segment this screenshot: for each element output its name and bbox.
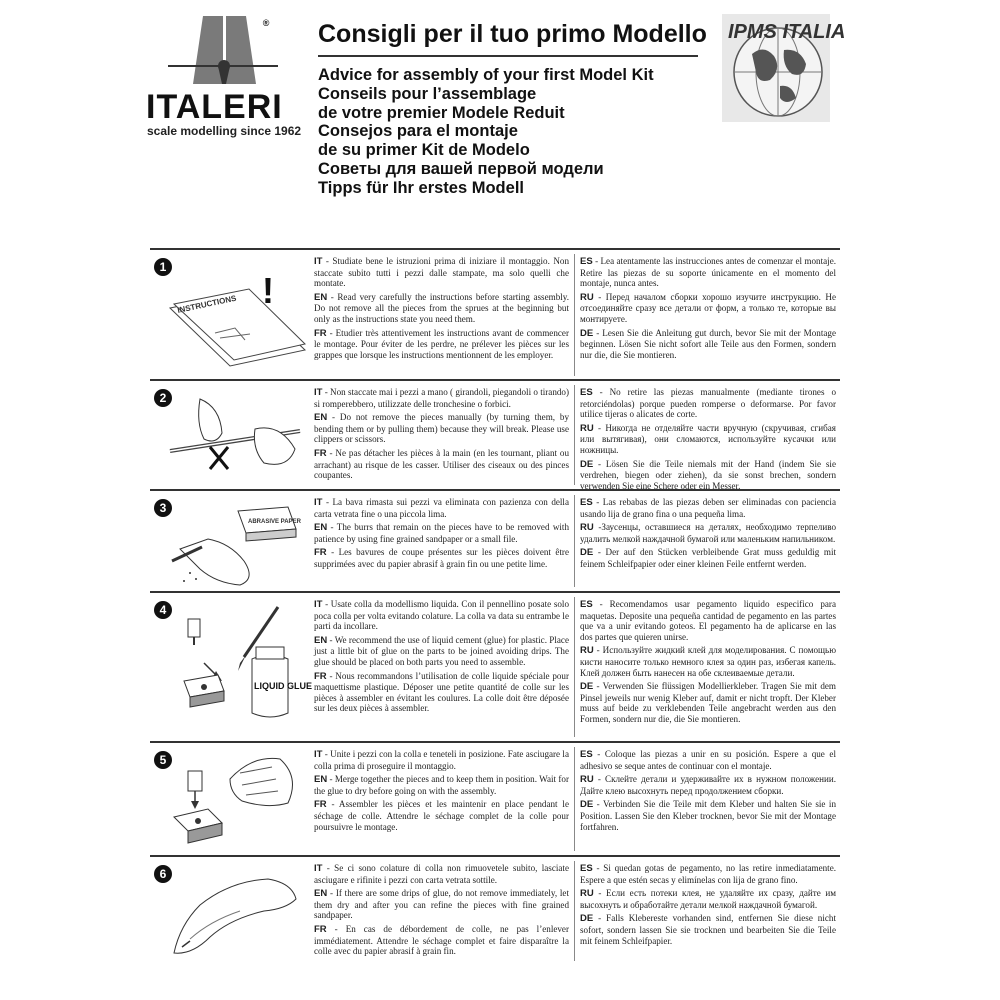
text-ru: RU - Перед началом сборки хорошо изучите инструкцию. Не отсоединяйте сразу все детали от форм, а только те, которые вы монтируете.: [580, 291, 836, 324]
text-fr: FR - Assembler les pièces et les maintenir en place pendant le séchage de colle. Attendre le séchage complet de la colle pour poursuivre le montage.: [314, 799, 569, 832]
text-column-left: [314, 749, 569, 835]
text-es: ES - Las rebabas de las piezas deben ser eliminadas con paciencia usando lija de grano fina o una pequeña lima.: [580, 497, 836, 519]
text-column-right: [580, 497, 836, 573]
text-fr: FR - Les bavures de coupe présentes sur les pièces doivent être supprimées avec du papier abrasif à grain fin ou une petite lime.: [314, 547, 569, 569]
text-column-left: [314, 863, 569, 960]
text-column-right: [580, 749, 836, 835]
text-ru: RU - Если есть потеки клея, не удаляйте их сразу, дайте им высохнуть и обработайте детали мелкой наждачной бумагой.: [580, 888, 836, 910]
text-en: EN - We recommend the use of liquid cement (glue) for plastic. Place just a little bit of glue on the parts to be joined avoiding drips. The glue should be placed on both parts you need to assemble.: [314, 634, 569, 667]
step-number: 3: [154, 499, 172, 517]
ipms-badge-text: IPMS ITALIA: [728, 21, 846, 43]
text-de: DE - Verwenden Sie flüssigen Modellierkleber. Tragen Sie mit dem Pinsel jeweils nur wenig Kleber auf, damit er nicht tropft. Der Kleber muss auf beide zu verklebenden Teile angebracht werden aus den Formen, sondern nur die, die Sie montieren.: [580, 681, 836, 724]
instructions-sheet-icon: [160, 258, 305, 376]
subtitle-es-2: de su primer Kit de Modelo: [318, 141, 530, 160]
text-it: IT - Usate colla da modellismo liquida. Con il pennellino posate solo poca colla per volta evitando colature. La colla va data su entrambe le parti da incollare.: [314, 599, 569, 632]
text-column-left: [314, 599, 569, 717]
step-2: [150, 379, 840, 489]
step-number: 5: [154, 751, 172, 769]
pressing-parts-icon: [160, 751, 305, 851]
text-en: EN - Read very carefully the instructions before starting assembly. Do not remove all the pieces from the sprues at the beginning but only as the instructions state you need them.: [314, 291, 569, 324]
subtitle-en: Advice for assembly of your first Model Kit: [318, 66, 654, 84]
attention-mark: !: [262, 270, 274, 311]
step-3: [150, 489, 840, 591]
subtitle-ru: Советы для вашей первой модели: [318, 159, 604, 178]
brand-tagline: scale modelling since 1962: [147, 124, 302, 138]
step-1: [150, 248, 840, 379]
step-5: [150, 741, 840, 855]
column-divider: [574, 597, 575, 737]
subtitle-fr-2: de votre premier Modele Reduit: [318, 103, 565, 122]
text-fr: FR - Ne pas détacher les pièces à la main (en les tournant, pliant ou arrachant) au risque de les casser. Utiliser des ciseaux ou des pinces coupantes.: [314, 447, 569, 481]
text-ru: RU - Используйте жидкий клей для моделирования. С помощью кисти наносите только немного клея за один раз, избегая капель. Клей должен быть нанесен на обе склеиваемые детали.: [580, 645, 836, 678]
step-number: 2: [154, 389, 172, 407]
finger-sanding-icon: [160, 865, 305, 961]
text-en: EN - If there are some drips of glue, do not remove immediately, let them dry and after you can refine the pieces with fine grained sandpaper.: [314, 888, 569, 921]
text-it: IT - La bava rimasta sui pezzi va eliminata con pazienza con della carta vetrata fine o una piccola lima.: [314, 497, 569, 519]
step-number: 4: [154, 601, 172, 619]
column-divider: [574, 861, 575, 961]
text-it: IT - Studiate bene le istruzioni prima di iniziare il montaggio. Non staccate subito tutti i pezzi dalle stampate, ma solo quelli che montate.: [314, 256, 569, 289]
ipms-globe-icon: [722, 14, 846, 122]
registered-mark: ®: [262, 18, 271, 28]
subtitle-es-1: Consejos para el montaje: [318, 122, 518, 141]
step-4: [150, 591, 840, 741]
text-column-right: [580, 256, 836, 363]
abrasive-paper-label: ABRASIVE PAPER: [248, 519, 301, 525]
text-it: IT - Se ci sono colature di colla non rimuovetele subito, lasciate asciugare e rifinite i pezzi con carta vetrata sottile.: [314, 863, 569, 885]
text-es: ES - Lea atentamente las instrucciones antes de comenzar el montaje. Retire las piezas de su soporte únicamente en el momento del montaje, nunca antes.: [580, 256, 836, 289]
text-column-left: [314, 387, 569, 484]
column-divider: [574, 747, 575, 851]
text-ru: RU -Заусенцы, оставшиеся на деталях, необходимо терпеливо удалить мелкой наждачной бумагой или маленьким напильником.: [580, 522, 836, 544]
column-divider: [574, 495, 575, 587]
text-it: IT - Unite i pezzi con la colla e teneteli in posizione. Fate asciugare la colla prima di proseguire il montaggio.: [314, 749, 569, 771]
text-de: DE - Der auf den Stücken verbleibende Grat muss geduldig mit feinem Schleifpapier oder einer kleinen Feile entfernt werden.: [580, 547, 836, 569]
text-es: ES - No retire las piezas manualmente (mediante tirones o retorciéndolas) porque pueden romperse o deformarse. Por favor utilice tijeras o alicates de corte.: [580, 387, 836, 420]
text-column-left: [314, 256, 569, 363]
text-es: ES - Si quedan gotas de pegamento, no las retire inmediatamente. Espere a que estén secas y elimínelas con lija de grano fino.: [580, 863, 836, 885]
title-divider: [318, 55, 698, 57]
text-column-right: [580, 387, 836, 494]
text-en: EN - Merge together the pieces and to keep them in position. Wait for the glue to dry before going on with the assembly.: [314, 774, 569, 796]
instruction-steps: [150, 248, 840, 965]
column-divider: [574, 385, 575, 485]
hands-breaking-sprue-icon: [160, 389, 305, 485]
subtitle-list: [318, 66, 654, 198]
text-de: DE - Verbinden Sie die Teile mit dem Kleber und halten Sie sie in Position. Lassen Sie den Kleber trocknen, bevor Sie mit der Montage fortfahren.: [580, 799, 836, 832]
text-column-left: [314, 497, 569, 573]
text-column-right: [580, 599, 836, 728]
text-es: ES - Coloque las piezas a unir en su posición. Espere a que el adhesivo se seque antes de continuar con el montaje.: [580, 749, 836, 771]
sanding-hand-icon: [160, 499, 305, 589]
text-de: DE - Falls Klebereste vorhanden sind, entfernen Sie diese nicht sofort, sondern lassen Sie sie trocknen und bearbeiten Sie die Teile mit feinem Schleifpapier.: [580, 913, 836, 946]
text-de: DE - Lösen Sie die Teile niemals mit der Hand (indem Sie sie verdrehen, biegen oder ziehen), da sie sonst brechen, sondern verwenden Sie eine Schere oder ein Messer.: [580, 458, 836, 491]
subtitle-fr-1: Conseils pour l’assemblage: [318, 84, 537, 103]
page-title: Consigli per il tuo primo Modello: [318, 20, 707, 48]
column-divider: [574, 254, 575, 376]
brand-name: ITALERI®: [146, 18, 283, 126]
step-number: 6: [154, 865, 172, 883]
text-en: EN - Do not remove the pieces manually (by turning them, by bending them or by pulling them) because they will break. Please use clippers or scissors.: [314, 412, 569, 445]
text-it: IT - Non staccate mai i pezzi a mano ( girandoli, piegandoli o tirando) si romperebbero, utilizzate delle tronchesine o forbici.: [314, 387, 569, 409]
step-6: [150, 855, 840, 965]
text-es: ES - Recomendamos usar pegamento liquido especifico para maquetas. Deposite una pequeña cantidad de pegamento en las partes que va a unir evitando goteos. El pegamento ha de aplicarse en las dos partes que quieren unirse.: [580, 599, 836, 642]
text-ru: RU - Склейте детали и удерживайте их в нужном положении. Дайте клею высохнуть перед продолжением сборки.: [580, 774, 836, 796]
text-ru: RU - Никогда не отделяйте части вручную (скручивая, сгибая или вытягивая), они сломаются, используйте кусачки или ножницы.: [580, 422, 836, 455]
text-column-right: [580, 863, 836, 949]
instructions-label: INSTRUCTIONS: [176, 293, 238, 315]
text-fr: FR - Etudier très attentivement les instructions avant de commencer le montage. Pour éviter de les perdre, ne prélever les pièces sur les grappes que lorsque les instructions mentionnent de les employer.: [314, 327, 569, 360]
text-fr: FR - Nous recommandons l’utilisation de colle liquide spéciale pour maquettisme plastique. Déposer une petite quantité de colle sur les pièces à assembler en évitant les coulures. La colle doit être déposée sur les deux pièces à assembler.: [314, 670, 569, 714]
text-fr: FR - En cas de débordement de colle, ne pas l’enlever immédiatement. Attendre le séchage complet et faire disparaître la colle avec du papier abrasif à grain fin.: [314, 923, 569, 957]
liquid-glue-brush-icon: [160, 601, 312, 739]
page-header: [0, 0, 1000, 240]
liquid-glue-label: LIQUID GLUE: [254, 681, 312, 691]
step-number: 1: [154, 258, 172, 276]
text-de: DE - Lesen Sie die Anleitung gut durch, bevor Sie mit der Montage beginnen. Lösen Sie nicht sofort alle Teile aus den Formen, sondern nur die, die Sie montieren.: [580, 327, 836, 360]
subtitle-de: Tipps für Ihr erstes Modell: [318, 178, 524, 197]
text-en: EN - The burrs that remain on the pieces have to be removed with patience by using fine grained sandpaper or a small file.: [314, 522, 569, 544]
